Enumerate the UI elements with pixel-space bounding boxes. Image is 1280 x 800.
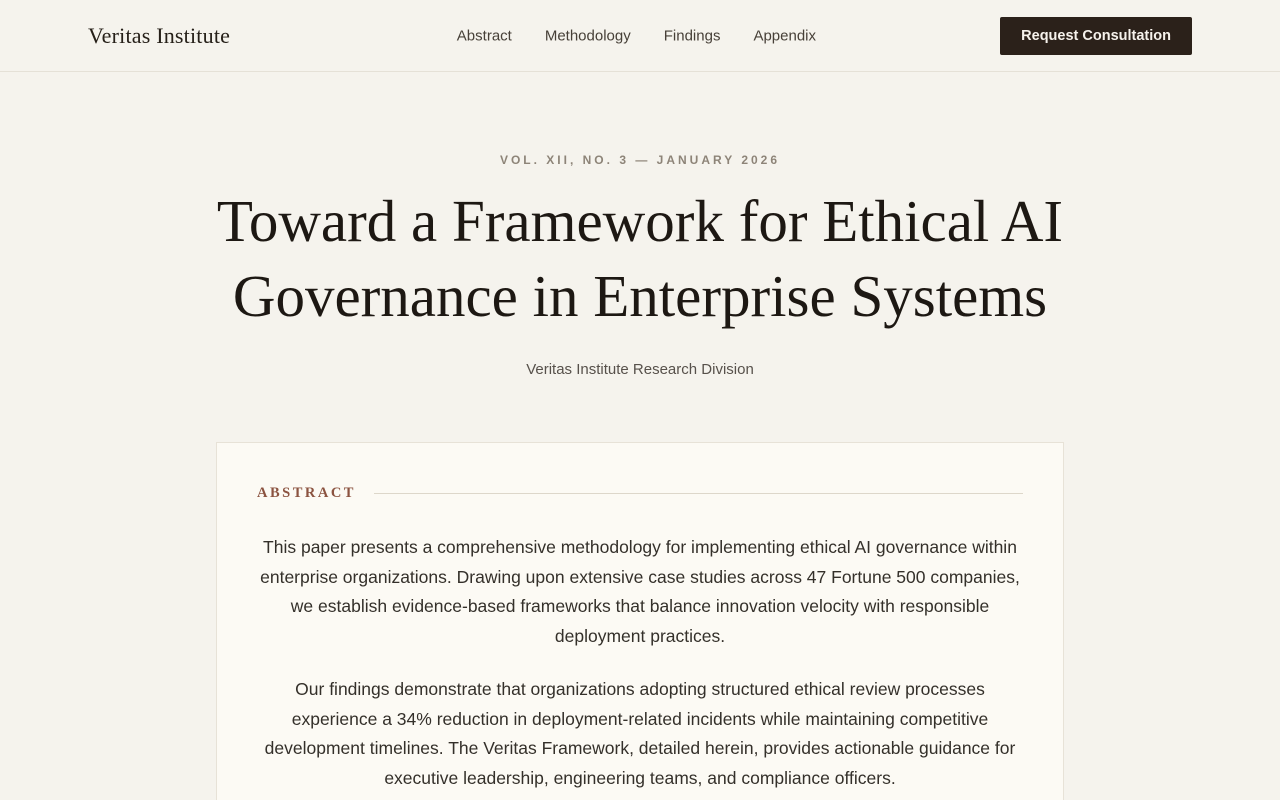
page-title (140, 184, 1140, 334)
main-nav (457, 27, 816, 44)
request-consultation-button[interactable]: Request Consultation (1000, 17, 1192, 55)
abstract-card (216, 442, 1064, 800)
nav-link-methodology[interactable]: Methodology (544, 27, 631, 44)
volume-issue-label: VOL. XII, NO. 3 — JANUARY 2026 (499, 153, 781, 167)
page-title-line-1: Toward a Framework for Ethical AI (216, 188, 1064, 254)
site-header (0, 0, 1280, 72)
abstract-heading: ABSTRACT (257, 485, 356, 501)
hero-section (0, 72, 1280, 800)
brand-logo[interactable]: Veritas Institute (88, 22, 231, 48)
byline: Veritas Institute Research Division (526, 361, 754, 378)
abstract-paragraph: Our findings demonstrate that organizations adopting structured ethical review processes experience a 34% reduction in deployment-related incidents while maintaining competitive development timelines. The Veritas Framework, detailed herein, provides actionable guidance for executive leadership, engineering teams, and compliance officers. (264, 679, 1016, 788)
nav-link-findings[interactable]: Findings (663, 27, 721, 44)
abstract-paragraph: This paper presents a comprehensive methodology for implementing ethical AI governance within enterprise organizations. Drawing upon extensive case studies across 47 Fortune 500 companies, we establish evidence-based frameworks that balance innovation velocity with responsible deployment practices. (260, 537, 1020, 646)
nav-link-abstract[interactable]: Abstract (456, 27, 512, 44)
abstract-header-row (257, 485, 1023, 502)
page-title-line-2: Governance in Enterprise Systems (232, 263, 1048, 329)
abstract-heading-rule (374, 493, 1023, 494)
nav-link-appendix[interactable]: Appendix (753, 27, 817, 44)
